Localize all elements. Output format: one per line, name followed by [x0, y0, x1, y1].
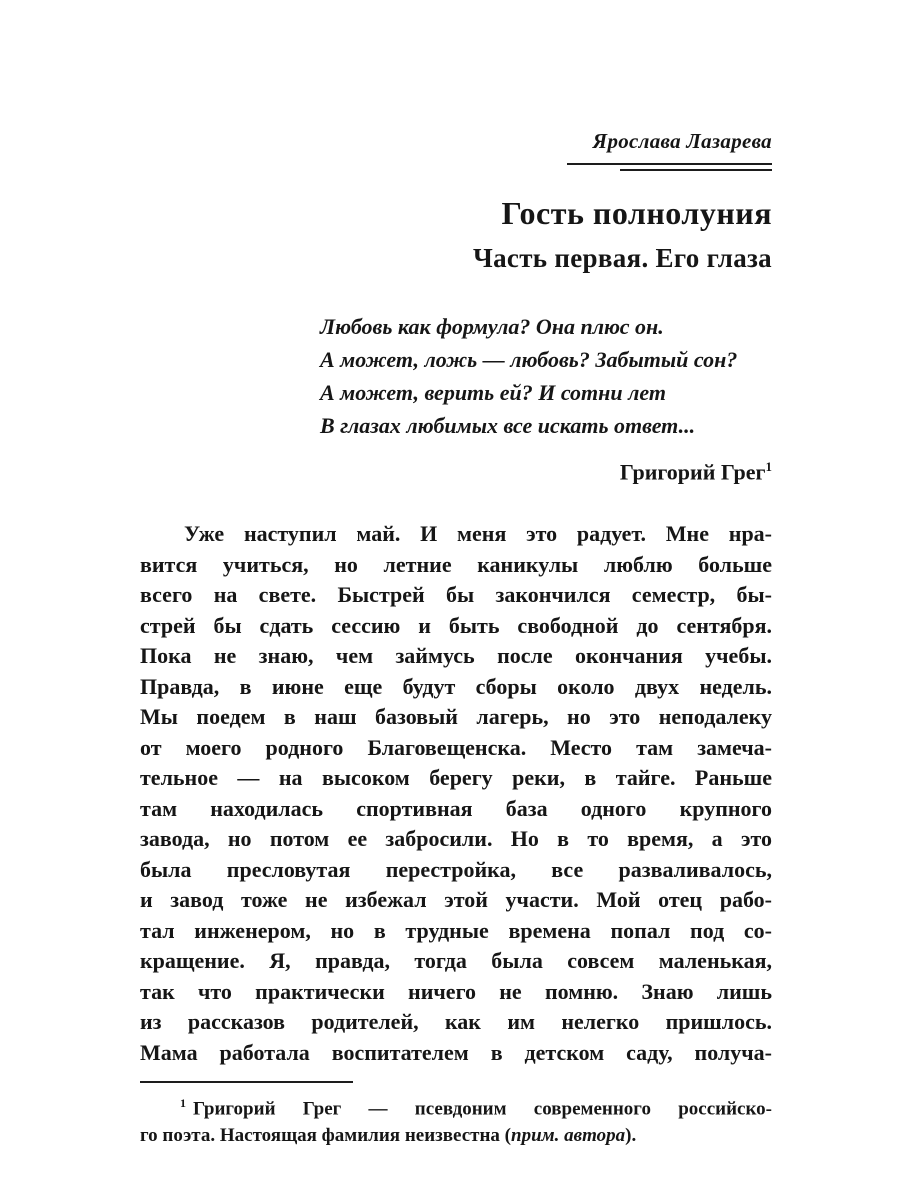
footnote-line: [140, 1090, 772, 1123]
footnote-text: го поэта. Настоящая фамилия неизвестна (: [140, 1125, 511, 1147]
part-subtitle: Часть первая. Его глаза: [473, 243, 772, 273]
body-line: Мы поедем в наш базовый лагерь, но это неподалеку: [140, 704, 772, 730]
attribution-name: Григорий Грег: [619, 459, 766, 485]
footnote-reference-mark: 1: [765, 459, 772, 474]
epigraph-attribution: [140, 452, 772, 487]
footnote-mark: 1: [180, 1096, 186, 1111]
body-line: от моего родного Благовещенска. Место там замеча-: [140, 734, 772, 760]
body-line: вится учиться, но летние каникулы люблю больше: [140, 551, 772, 577]
body-line: тельное — на высоком берегу реки, в тайге. Раньше: [140, 765, 772, 791]
epigraph: [320, 310, 772, 442]
body-line: из рассказов родителей, как им нелегко пришлось.: [140, 1009, 772, 1035]
body-line: Пока не знаю, чем займусь после окончания учебы.: [140, 643, 772, 669]
body-line: и завод тоже не избежал этой участи. Мой отец рабо-: [140, 887, 772, 913]
body-line: Мама работала воспитателем в детском саду, получа-: [140, 1039, 772, 1065]
epigraph-line: В глазах любимых все искать ответ...: [320, 413, 696, 438]
footnote-separator: [140, 1081, 353, 1083]
book-title: Гость полнолуния: [501, 195, 772, 231]
footnote: [140, 1090, 772, 1149]
header-rule-top: [567, 163, 772, 165]
body-line: тал инженером, но в трудные времена попал под со-: [140, 917, 772, 943]
author-name: Ярослава Лазарева: [592, 129, 772, 153]
body-line: была пресловутая перестройка, все разваливалось,: [140, 856, 772, 882]
footnote-text: ).: [625, 1125, 637, 1147]
body-line: так что практически ничего не помню. Знаю лишь: [140, 978, 772, 1004]
body-line: Правда, в июне еще будут сборы около двух недель.: [140, 673, 772, 699]
body-text: [140, 519, 772, 1068]
footnote-line: [140, 1123, 772, 1150]
body-line: завода, но потом ее забросили. Но в то время, а это: [140, 826, 772, 852]
body-line: всего на свете. Быстрей бы закончился семестр, бы-: [140, 582, 772, 608]
footnote-text: Григорий Грег — псевдоним современного российско-: [193, 1098, 772, 1120]
body-line: кращение. Я, правда, тогда была совсем маленькая,: [140, 948, 772, 974]
footnote-text-italic: прим. автора: [511, 1125, 626, 1147]
body-line: Уже наступил май. И меня это радует. Мне нра-: [184, 521, 772, 547]
epigraph-line: Любовь как формула? Она плюс он.: [320, 314, 664, 339]
body-line: там находилась спортивная база одного крупного: [140, 795, 772, 821]
body-line: стрей бы сдать сессию и быть свободной до сентября.: [140, 612, 772, 638]
epigraph-line: А может, ложь — любовь? Забытый сон?: [320, 347, 738, 372]
header-rule-bottom: [620, 169, 772, 171]
author-header: [140, 128, 772, 171]
epigraph-line: А может, верить ей? И сотни лет: [320, 380, 666, 405]
